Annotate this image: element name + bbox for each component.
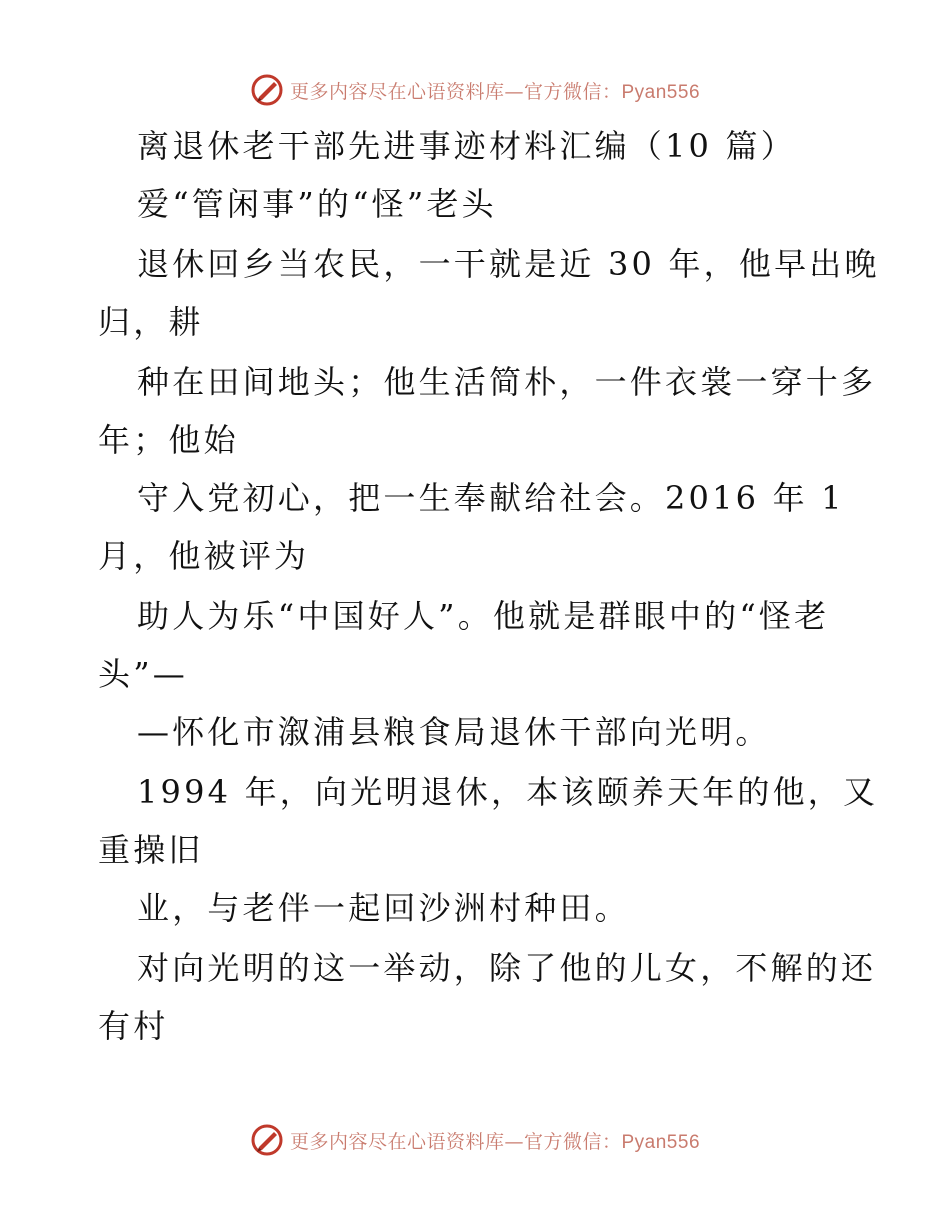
header-watermark <box>0 70 950 110</box>
document-title: 离退休老干部先进事迹材料汇编（10 篇） <box>137 127 796 165</box>
footer-watermark <box>0 1120 950 1160</box>
text-line: 月，他被评为 <box>98 537 310 575</box>
text-line: —怀化市溆浦县粮食局退休干部向光明。 <box>137 713 771 751</box>
text-line: 业，与老伴一起回沙洲村种田。 <box>137 889 630 927</box>
text-line: 有村 <box>98 1007 169 1045</box>
pen-logo-icon <box>250 73 284 107</box>
text-line: 重操旧 <box>98 831 204 869</box>
watermark-text: 更多内容尽在心语资料库—官方微信：Pyan556 <box>289 1130 701 1153</box>
text-line: 守入党初心，把一生奉献给社会。2016 年 1 <box>137 479 845 517</box>
text-line: 助人为乐“中国好人”。他就是群眼中的“怪老 <box>137 597 830 635</box>
text-line: 归，耕 <box>98 303 204 341</box>
text-line: 种在田间地头；他生活简朴，一件衣裳一穿十多 <box>137 363 877 401</box>
text-line: 对向光明的这一举动，除了他的儿女，不解的还 <box>137 949 877 987</box>
text-line: 退休回乡当农民，一干就是近 30 年，他早出晚 <box>137 245 880 283</box>
article-title: 爱“管闲事”的“怪”老头 <box>137 185 497 223</box>
watermark-text: 更多内容尽在心语资料库—官方微信：Pyan556 <box>289 80 701 103</box>
text-line: 头”— <box>98 655 188 693</box>
text-line: 年；他始 <box>98 421 239 459</box>
text-line: 1994 年，向光明退休，本该颐养天年的他，又 <box>137 773 879 811</box>
pen-logo-icon <box>250 1123 284 1157</box>
